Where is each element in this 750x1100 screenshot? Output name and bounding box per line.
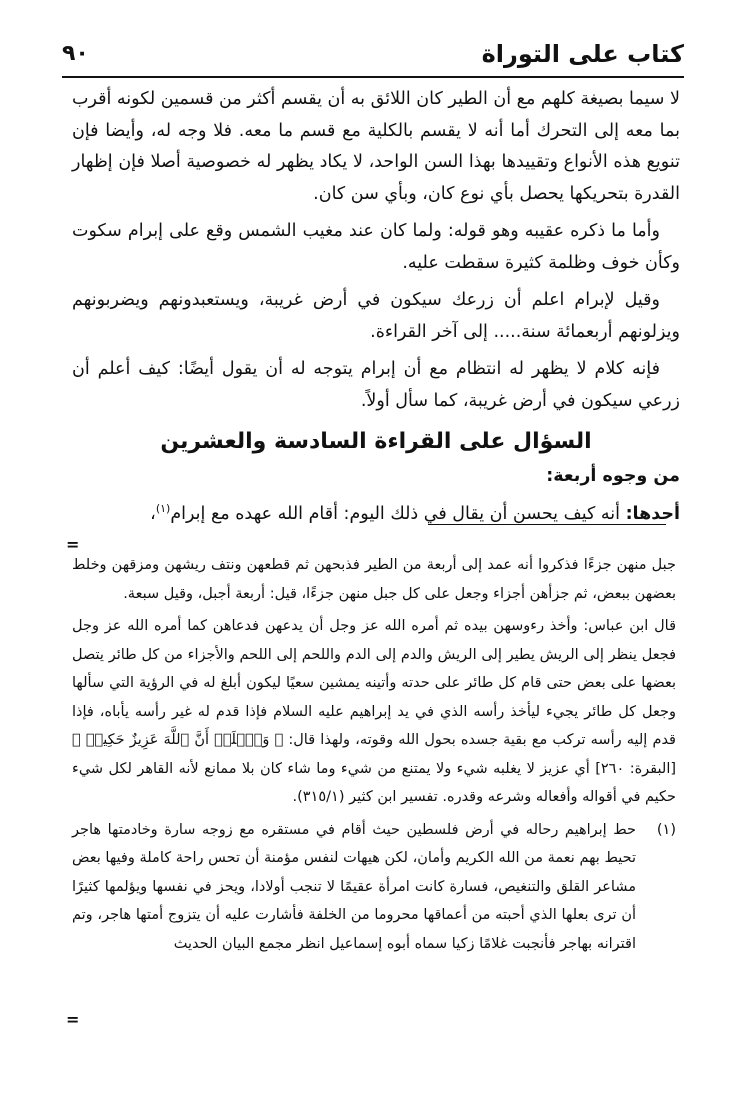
header-divider: [62, 76, 684, 78]
paragraph: وأما ما ذكره عقيبه وهو قوله: ولما كان عند مغيب الشمس وقع على إبرام سكوت وكأن خوف وظلمة كثيرة سقطت عليه.: [72, 221, 680, 273]
footnote-text: قال ابن عباس: وأخذ رءوسهن بيده ثم أمره الله عز وجل أن يدعهن فدعاهن كما أمره الله عز وجل فجعل ينظر إلى الريش يطير إلى الريش والدم إلى الدم واللحم إلى اللحم والأجزاء من كل طائر يتصل بعضها على بعض حتى قام كل طائر على حدته وأتينه يمشين سعيًا ليكون أبلغ له في الرؤية التي سألها وجعل كل طائر يجيء ليأخذ رأسه الذي في يد إبراهيم عليه السلام فإذا قدم له غير رأسه يأباه، فإذا قدم إليه رأسه تركب مع بقية جسده بحول الله وقوته، ولهذا قال:: [72, 618, 676, 748]
footnote-1: [72, 816, 676, 959]
main-text: [72, 84, 680, 536]
footnote-continuation: جبل منهن جزءًا فذكروا أنه عمد إلى أربعة من الطير فذبحهن ثم قطعهن ونتف ريشهن ومزقهن وخلط بعضهن ببعض، ثم جزأهن أجزاء وجعل على كل جبل منهن جزءًا، قيل: أربعة أجبل، وقيل سبعة.: [72, 557, 676, 602]
footnote-text: حط إبراهيم رحاله في أرض فلسطين حيث أقام في مستقره مع زوجه سارة وخادمتها هاجر تحيط بهم نعمة من الله الكريم وأمان، لكن هيهات لنفس مؤمنة أن تحس راحة كاملة وفيها بعض مشاعر القلق والتنغيص، فسارة كانت امرأة عقيمًا لا تنجب أولادا، ويحز في نفسها ويؤلمها كثيرًا أن ترى بعلها الذي أحبته من أعماقها محروما من الخلفة فأشارت عليه أن يتزوج أمتها هاجر، وتم اقترانه بهاجر فأنجبت غلامًا زكيا سماه أبوه إسماعيل انظر مجمع البيان الحديث: [72, 821, 636, 952]
running-header: [62, 38, 684, 72]
quran-verse: ﴿ وَٱعۡلَمۡ أَنَّ ٱللَّهَ عَزِيزٌ حَكِيمٞ ﴾: [72, 732, 284, 748]
paragraph: وقيل لإبرام اعلم أن زرعك سيكون في أرض غريبة، ويستعبدونهم ويضربونهم ويزلونهم أربعمائة سنة..... إلى آخر القراءة.: [72, 290, 680, 342]
continuation-mark-bottom: =: [66, 1010, 80, 1029]
footnote-reference: (١): [155, 501, 171, 515]
first-point: [72, 499, 680, 531]
first-point-end: ،: [150, 503, 156, 524]
page-number: ٩٠: [62, 41, 89, 66]
footnotes: [72, 551, 676, 962]
footnote-continuation-2: [72, 612, 676, 812]
footnote-separator: [428, 524, 666, 525]
footnote-number: (١): [656, 821, 676, 838]
footnote-text: [البقرة: ٢٦٠] أي عزيز لا يغلبه شيء ولا يمتنع من شيء وما شاء كان بلا ممانع لأنه القاهر لكل شيء حكيم في أقواله وأفعاله وشرعه وقدره. تفسير ابن كثير (٣١٥/١).: [72, 760, 677, 805]
section-heading: السؤال على القراءة السادسة والعشرين: [160, 429, 592, 454]
section-lead: من وجوه أربعة:: [546, 466, 680, 486]
paragraph: فإنه كلام لا يظهر له انتظام مع أن إبرام يتوجه له أن يقول أيضًا: كيف أعلم أن زرعي سيكون في أرض غريبة، كما سأل أولاً.: [72, 359, 680, 411]
book-title: كتاب على التوراة: [481, 40, 684, 68]
first-point-text: أنه كيف يحسن أن يقال في ذلك اليوم: أقام الله عهده مع إبرام: [170, 503, 620, 524]
paragraph: لا سيما بصيغة كلهم مع أن الطير كان اللائق به أن يقسم أكثر من قسمين لكونه أقرب بما معه إلى التحرك أما أنه لا يقسم بالكلية مع قسم ما معه. فلا وجه له، وأيضا فإن تنويع هذه الأنواع وتقييدها بهذا السن الواحد، لا يكاد يظهر له خصوصية أصلا فإن إظهار القدرة بتحريكها يحصل بأي نوع كان، وبأي سن كان.: [72, 89, 680, 204]
continuation-mark-top: =: [66, 535, 80, 554]
first-point-label: أحدها:: [625, 503, 680, 524]
